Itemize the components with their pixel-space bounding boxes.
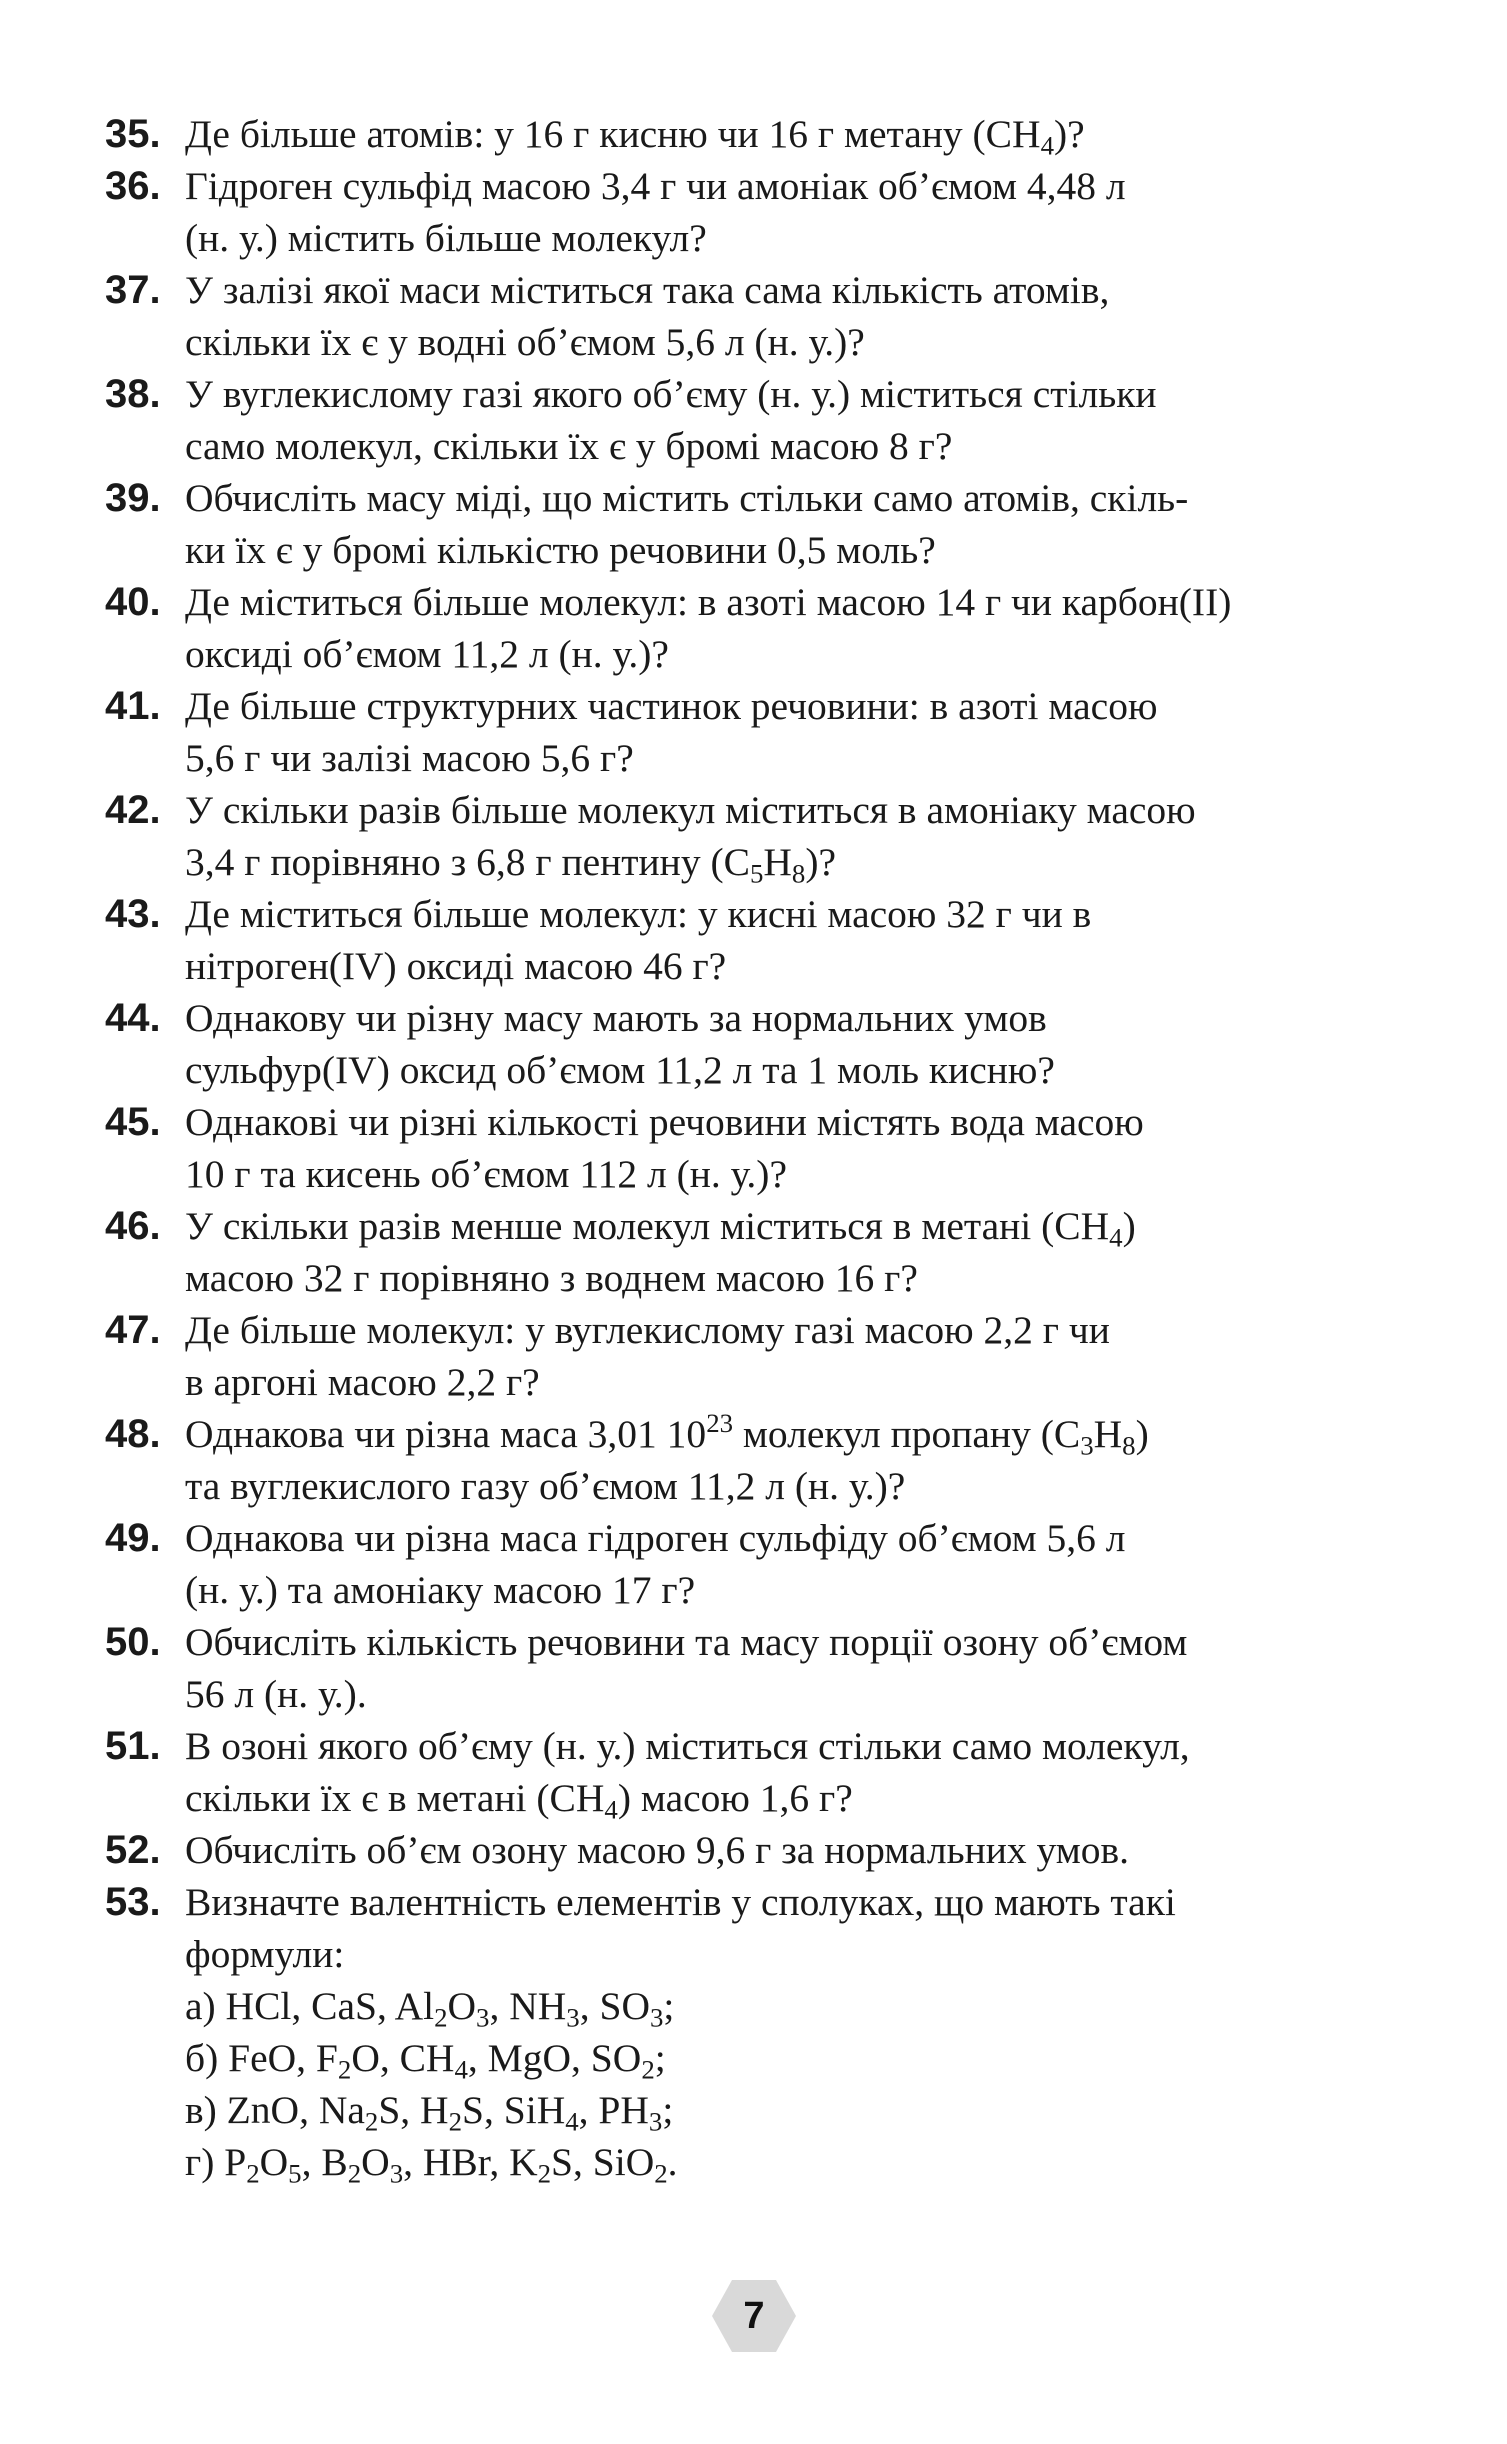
text-line: масою 32 г порівняно з воднем масою 16 г?	[185, 1256, 918, 1300]
problem-text	[185, 1408, 1420, 1512]
problem-text	[185, 1096, 1420, 1200]
text-line: 3,4 г порівняно з 6,8 г пентину $(C_5H_8)$?	[185, 840, 837, 889]
problem-number: 36.	[105, 164, 161, 208]
text-line: сульфур(IV) оксид об’ємом 11,2 л та 1 моль кисню?	[185, 1048, 1055, 1092]
problem-43	[105, 888, 1420, 992]
problem-48	[105, 1408, 1420, 1512]
text-line: нітроген(IV) оксиді масою 46 г?	[185, 944, 727, 988]
problem-52	[105, 1824, 1420, 1876]
problem-text	[185, 1616, 1420, 1720]
text-line: 56 л (н. у.).	[185, 1672, 367, 1716]
problem-number: 39.	[105, 476, 161, 520]
text-line: Однакову чи різну масу мають за нормальних умов	[185, 996, 1047, 1040]
text-line: оксиді об’ємом 11,2 л (н. у.)?	[185, 632, 669, 676]
problem-number: 44.	[105, 996, 161, 1040]
text-line: 5,6 г чи залізі масою 5,6 г?	[185, 736, 634, 780]
text-line: формули:	[185, 1932, 345, 1976]
problem-35	[105, 108, 1420, 160]
problem-40	[105, 576, 1420, 680]
text-line: б) FeO, $F_2O$, $CH_4$, MgO, $SO_2$;	[185, 2036, 666, 2085]
text-line: ки їх є у бромі кількістю речовини 0,5 моль?	[185, 528, 936, 572]
problem-37	[105, 264, 1420, 368]
problem-49	[105, 1512, 1420, 1616]
text-line: скільки їх є в метані $(CH_4)$ масою 1,6 г?	[185, 1776, 853, 1825]
text-line: г) $P_2O_5$, $B_2O_3$, HBr, $K_2S$, SiO$_2$.	[185, 2140, 678, 2189]
problem-number: 43.	[105, 892, 161, 936]
text-line: Де більше структурних частинок речовини: в азоті масою	[185, 684, 1158, 728]
text-line: У скільки разів менше молекул міститься в метані $(CH_4)$	[185, 1204, 1136, 1253]
problem-number: 40.	[105, 580, 161, 624]
problem-text	[185, 1304, 1420, 1408]
problem-number: 47.	[105, 1308, 161, 1352]
problem-text	[185, 472, 1420, 576]
problem-text	[185, 264, 1420, 368]
problem-number: 35.	[105, 112, 161, 156]
problem-number: 46.	[105, 1204, 161, 1248]
text-line: Де більше молекул: у вуглекислому газі масою 2,2 г чи	[185, 1308, 1110, 1352]
problem-51	[105, 1720, 1420, 1824]
text-line: Однакові чи різні кількості речовини містять вода масою	[185, 1100, 1144, 1144]
problem-number: 41.	[105, 684, 161, 728]
text-line: Однакова чи різна маса 3,01 $10^{23}$ молекул пропану $(C_3H_8)$	[185, 1408, 1149, 1461]
problem-text	[185, 160, 1420, 264]
text-line: в аргоні масою 2,2 г?	[185, 1360, 540, 1404]
problem-number: 48.	[105, 1412, 161, 1456]
text-line: в) ZnO, $Na_2S$, $H_2S$, SiH$_4$, $PH_3$;	[185, 2088, 674, 2137]
problem-46	[105, 1200, 1420, 1304]
problem-text	[185, 108, 1420, 160]
problem-36	[105, 160, 1420, 264]
text-line: У вуглекислому газі якого об’єму (н. у.) міститься стільки	[185, 372, 1157, 416]
problem-text	[185, 992, 1420, 1096]
problem-42	[105, 784, 1420, 888]
problem-text	[185, 1512, 1420, 1616]
text-line: скільки їх є у водні об’ємом 5,6 л (н. у.)?	[185, 320, 865, 364]
problem-text	[185, 888, 1420, 992]
problem-text	[185, 368, 1420, 472]
problem-number: 51.	[105, 1724, 161, 1768]
problem-44	[105, 992, 1420, 1096]
text-line: Де більше атомів: у 16 г кисню чи 16 г метану $(CH_4)$?	[185, 112, 1085, 161]
text-line: (н. у.) та амоніаку масою 17 г?	[185, 1568, 696, 1612]
problem-number: 38.	[105, 372, 161, 416]
problem-text	[185, 1200, 1420, 1304]
problem-number: 45.	[105, 1100, 161, 1144]
problem-number: 52.	[105, 1828, 161, 1872]
problem-number: 37.	[105, 268, 161, 312]
text-line: Де міститься більше молекул: в азоті масою 14 г чи карбон(II)	[185, 580, 1232, 624]
text-line: (н. у.) містить більше молекул?	[185, 216, 707, 260]
problem-text	[185, 1824, 1420, 1876]
problem-number: 49.	[105, 1516, 161, 1560]
text-line: У скільки разів більше молекул міститься в амоніаку масою	[185, 788, 1196, 832]
text-line: Обчисліть об’єм озону масою 9,6 г за нормальних умов.	[185, 1828, 1129, 1872]
problem-39	[105, 472, 1420, 576]
text-line: 10 г та кисень об’ємом 112 л (н. у.)?	[185, 1152, 787, 1196]
problem-text	[185, 1876, 1420, 2188]
text-line: Обчисліть масу міді, що містить стільки само атомів, скіль-	[185, 476, 1189, 520]
text-line: Гідроген сульфід масою 3,4 г чи амоніак об’ємом 4,48 л	[185, 164, 1126, 208]
page-number: 7	[743, 2294, 765, 2337]
text-line: само молекул, скільки їх є у бромі масою 8 г?	[185, 424, 953, 468]
problem-text	[185, 1720, 1420, 1824]
problem-47	[105, 1304, 1420, 1408]
problem-list	[105, 108, 1420, 2188]
text-line: Обчисліть кількість речовини та масу порції озону об’ємом	[185, 1620, 1188, 1664]
problem-text	[185, 680, 1420, 784]
text-line: В озоні якого об’єму (н. у.) міститься стільки само молекул,	[185, 1724, 1190, 1768]
problem-45	[105, 1096, 1420, 1200]
problem-50	[105, 1616, 1420, 1720]
text-line: Визначте валентність елементів у сполуках, що мають такі	[185, 1880, 1176, 1924]
problem-41	[105, 680, 1420, 784]
problem-number: 42.	[105, 788, 161, 832]
problem-38	[105, 368, 1420, 472]
problem-number: 50.	[105, 1620, 161, 1664]
problem-text	[185, 784, 1420, 888]
problem-53	[105, 1876, 1420, 2188]
problem-text	[185, 576, 1420, 680]
text-line: а) HCl, CaS, $Al_2O_3$, $NH_3$, $SO_3$;	[185, 1984, 675, 2033]
text-line: Де міститься більше молекул: у кисні масою 32 г чи в	[185, 892, 1092, 936]
text-line: Однакова чи різна маса гідроген сульфіду об’ємом 5,6 л	[185, 1516, 1126, 1560]
text-line: У залізі якої маси міститься така сама кількість атомів,	[185, 268, 1110, 312]
text-line: та вуглекислого газу об’ємом 11,2 л (н. у.)?	[185, 1464, 906, 1508]
problem-number: 53.	[105, 1880, 161, 1924]
